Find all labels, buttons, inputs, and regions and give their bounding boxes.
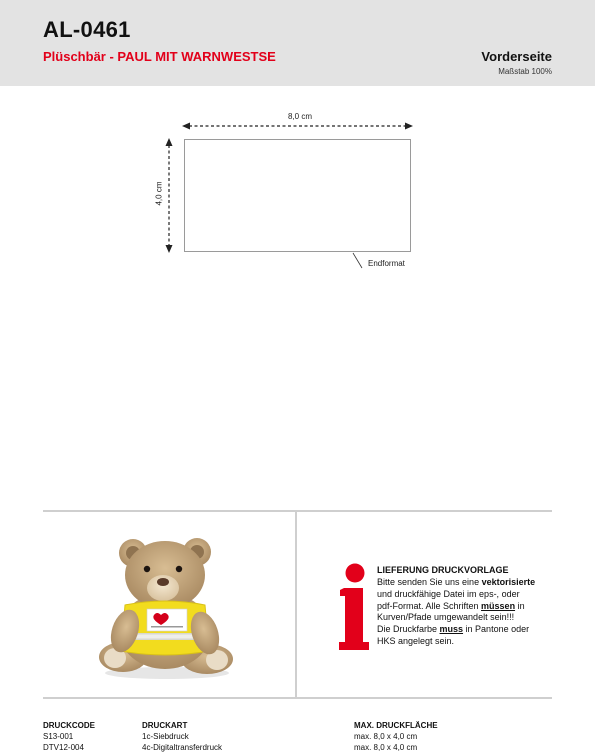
print-side-label: Vorderseite (481, 49, 552, 64)
table-cell-code: S13-001 (43, 732, 74, 741)
scale-label: Maßstab 100% (498, 67, 552, 76)
section-divider-middle (295, 512, 297, 697)
info-title: LIEFERUNG DRUCKVORLAGE (377, 565, 509, 575)
width-arrow-left (182, 123, 190, 130)
product-photo (85, 533, 245, 681)
info-icon (336, 562, 372, 652)
info-line-5: Die Druckfarbe muss in Pantone oder (377, 624, 530, 635)
height-arrow-bottom (166, 245, 173, 253)
endformat-label: Endformat (368, 259, 405, 268)
height-arrow-top (166, 138, 173, 146)
print-area-rectangle (184, 139, 411, 252)
table-cell-type: 1c-Siebdruck (142, 732, 189, 741)
column-header-druckcode: DRUCKCODE (43, 721, 95, 730)
product-title: Plüschbär - PAUL MIT WARNWESTSE (43, 49, 276, 64)
table-cell-area: max. 8,0 x 4,0 cm (354, 743, 418, 752)
info-line-3: pdf-Format. Alle Schriften müssen in (377, 600, 525, 611)
article-code: AL-0461 (43, 17, 131, 42)
section-divider-top (43, 510, 552, 512)
table-cell-area: max. 8,0 x 4,0 cm (354, 732, 418, 741)
print-area-drawing (0, 86, 595, 506)
header-band (0, 0, 595, 86)
width-arrow-right (405, 123, 413, 130)
info-emphasis-muessen: müssen (481, 600, 516, 611)
endformat-leader-line (353, 253, 362, 268)
info-text (377, 577, 557, 648)
info-emphasis-muss: muss (439, 624, 464, 635)
info-line-4: Kurven/Pfade umgewandelt sein!!! (377, 612, 515, 623)
table-cell-type: 4c-Digitaltransferdruck (142, 743, 223, 752)
height-label: 4,0 cm (154, 181, 164, 206)
info-line-2: und druckfähige Datei im eps-, oder (377, 588, 520, 599)
column-header-druckart: DRUCKART (142, 721, 188, 730)
table-cell-code: DTV12-004 (43, 743, 84, 752)
column-header-max-druckflaeche: MAX. DRUCKFLÄCHE (354, 721, 438, 730)
section-divider-bottom (43, 697, 552, 699)
width-label: 8,0 cm (287, 112, 312, 121)
info-line-6: HKS angelegt sein. (377, 635, 455, 646)
info-emphasis-vektorisierte: vektorisierte (481, 577, 536, 587)
info-line-1: Bitte senden Sie uns eine vektorisierte (377, 577, 536, 587)
